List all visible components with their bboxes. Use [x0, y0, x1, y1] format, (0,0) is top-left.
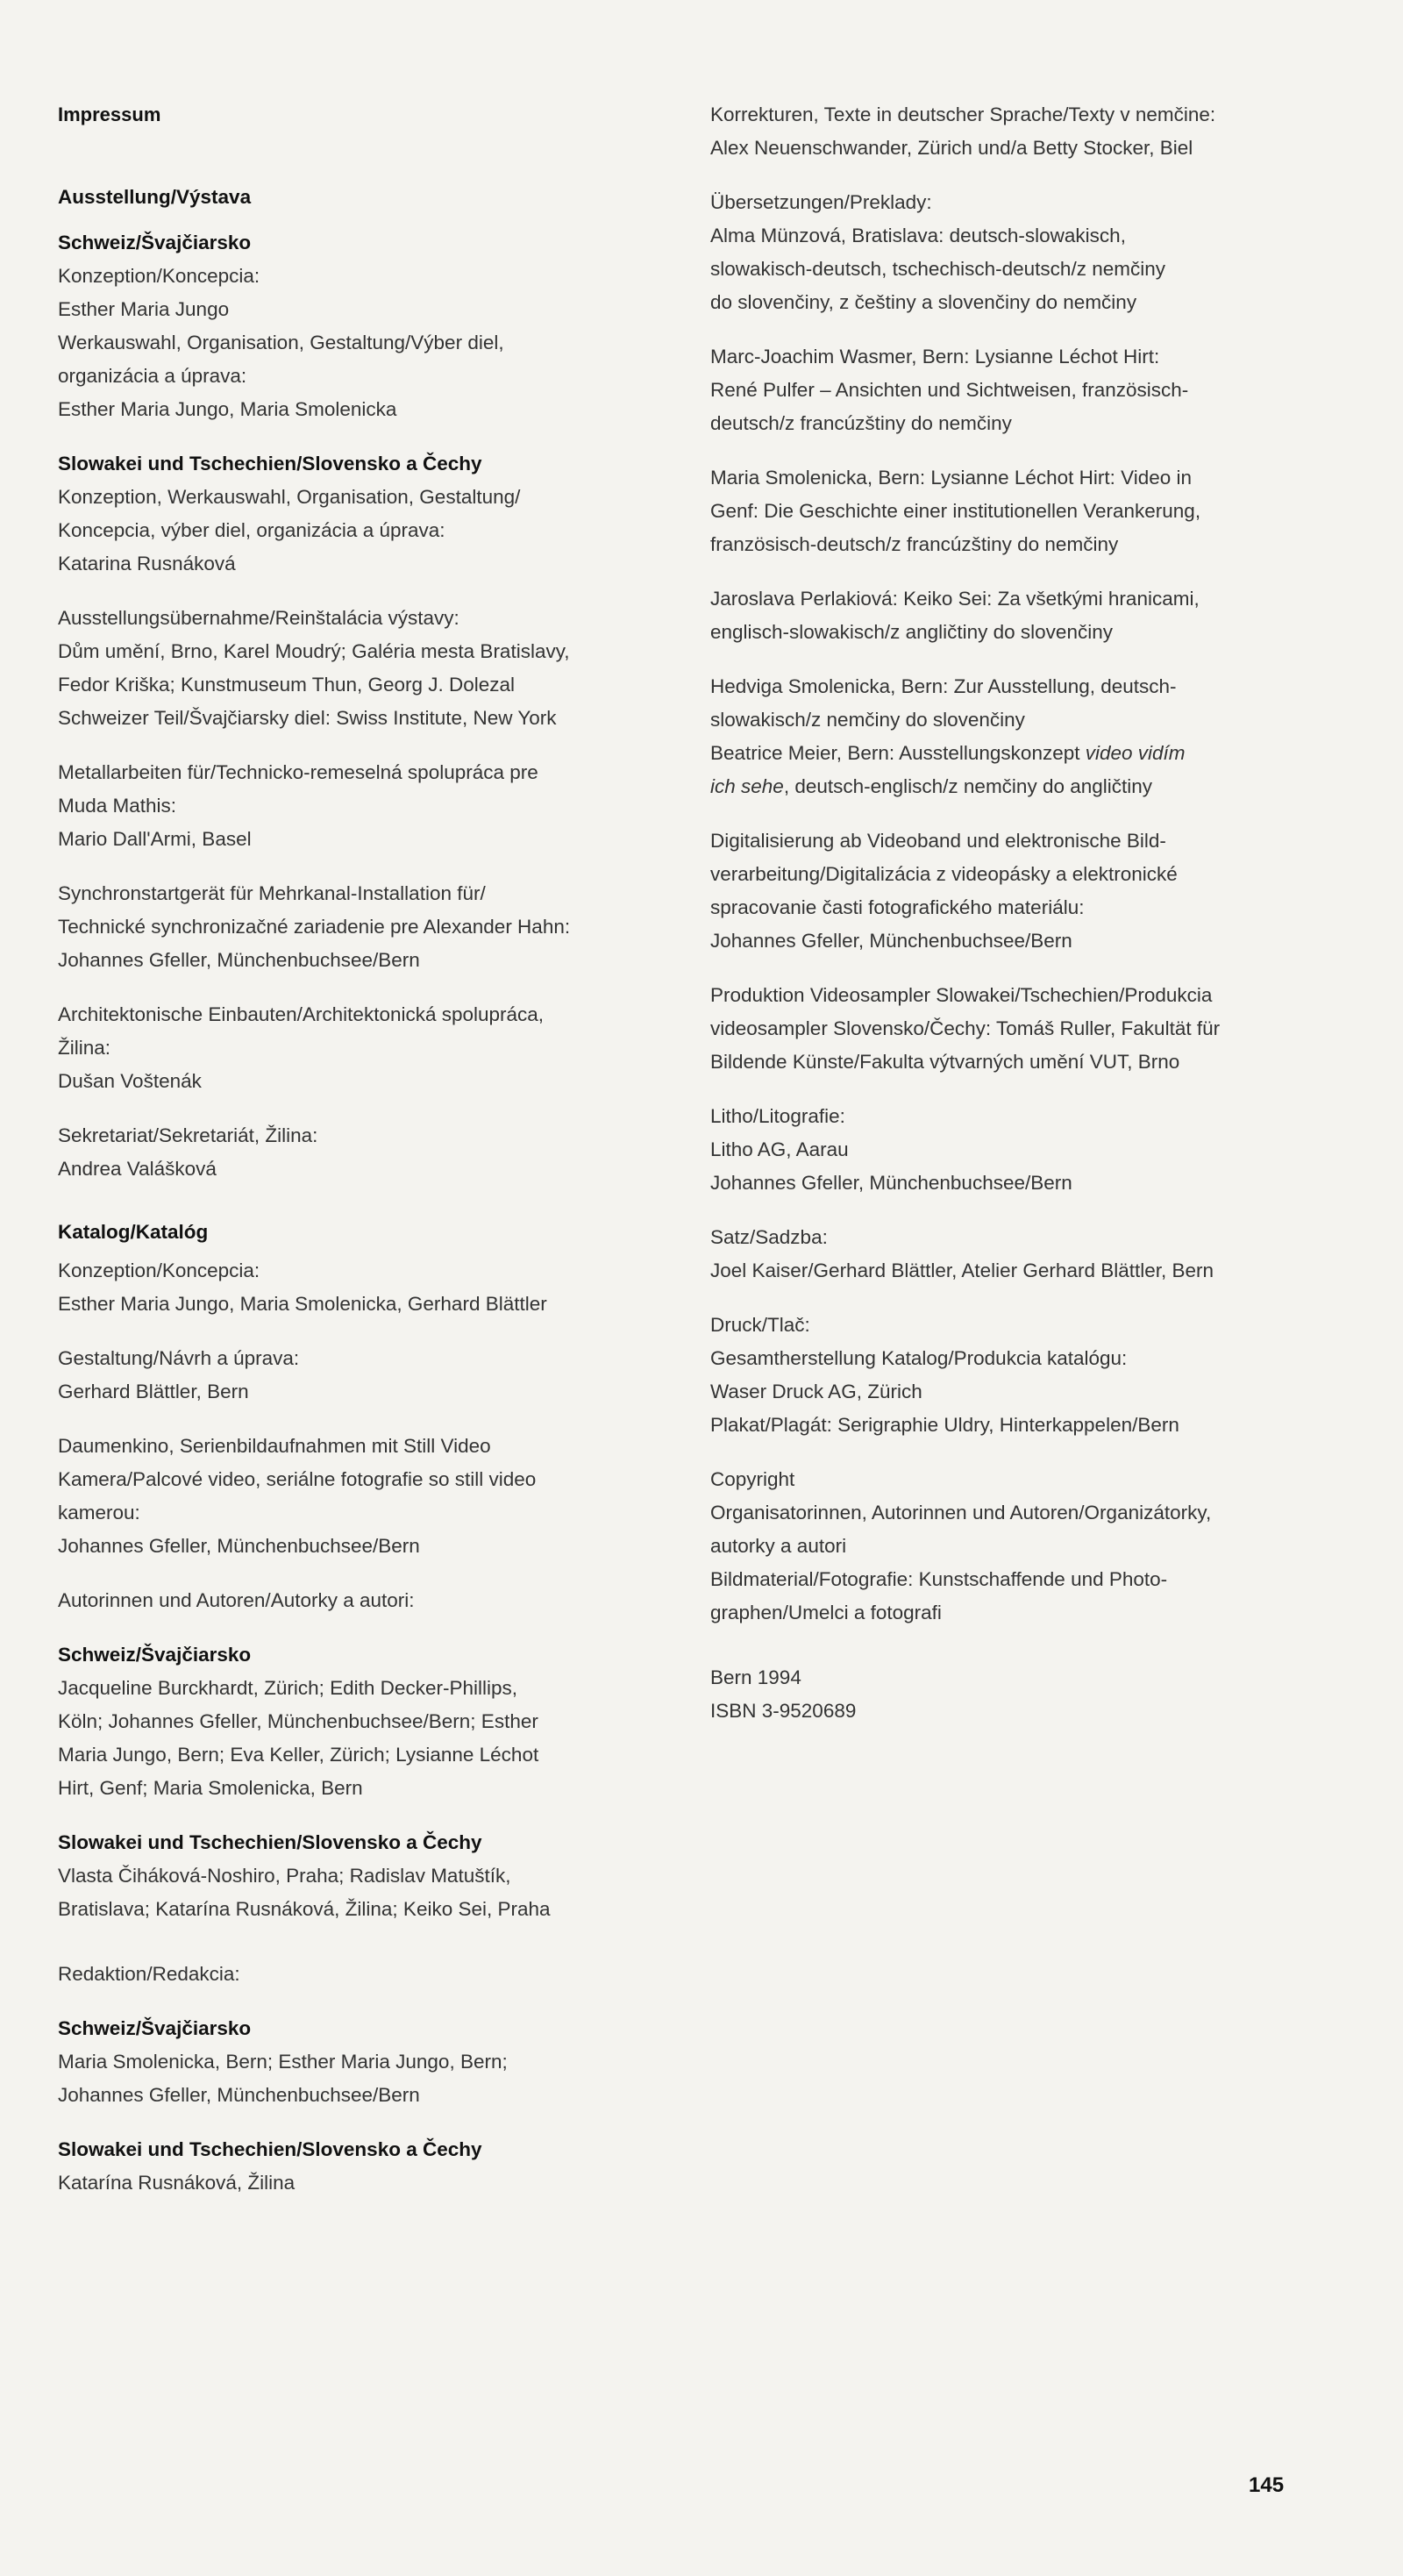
exhibition-swiss-line: Esther Maria Jungo: [58, 298, 230, 320]
editorial-swiss-line: Johannes Gfeller, Münchenbuchsee/Bern: [58, 2084, 420, 2106]
authors-swiss-heading: Schweiz/Švajčiarsko: [58, 1644, 252, 1666]
architecture-line: Žilina:: [58, 1037, 111, 1059]
takeover-line: Dům umění, Brno, Karel Moudrý; Galéria mesta Bratislavy,: [58, 640, 570, 662]
translation-line: do slovenčiny, z češtiny a slovenčiny do nemčiny: [710, 291, 1137, 313]
authors-slovakia-line: Bratislava; Katarína Rusnáková, Žilina; Keiko Sei, Praha: [58, 1898, 551, 1920]
printing-line: Plakat/Plagát: Serigraphie Uldry, Hinterkappelen/Bern: [710, 1414, 1179, 1436]
translation-line-beatrice: [710, 737, 1342, 770]
copyright-line: Copyright: [710, 1468, 795, 1490]
digitalization-line: spracovanie časti fotografického materiálu:: [710, 896, 1085, 918]
beatrice-suffix: , deutsch-englisch/z nemčiny do angličtiny: [783, 775, 1153, 797]
metal-line: Muda Mathis:: [58, 795, 177, 817]
exhibition-swiss-line: Esther Maria Jungo, Maria Smolenicka: [58, 398, 397, 420]
printing-line: Druck/Tlač:: [710, 1314, 810, 1336]
beatrice-prefix: Beatrice Meier, Bern: Ausstellungskonzept: [710, 742, 1086, 764]
catalogue-concept-line: Esther Maria Jungo, Maria Smolenicka, Gerhard Blättler: [58, 1293, 547, 1315]
authors-swiss-line: Köln; Johannes Gfeller, Münchenbuchsee/Bern; Esther: [58, 1710, 538, 1732]
translation-line: Marc-Joachim Wasmer, Bern: Lysianne Léchot Hirt:: [710, 346, 1160, 367]
printing-line: Waser Druck AG, Zürich: [710, 1381, 922, 1402]
editorial-slovakia-line: Katarína Rusnáková, Žilina: [58, 2172, 296, 2194]
secretariat-line: Andrea Valášková: [58, 1158, 217, 1180]
translation-line: französisch-deutsch/z francúzštiny do nemčiny: [710, 533, 1119, 555]
catalogue-design-line: Gestaltung/Návrh a úprava:: [58, 1347, 300, 1369]
exhibition-slovakia-line: Koncepcia, výber diel, organizácia a úprava:: [58, 519, 445, 541]
exhibition-slovakia-line: Konzeption, Werkauswahl, Organisation, Gestaltung/: [58, 486, 521, 508]
publication-line: Bern 1994: [710, 1666, 801, 1688]
left-column: [58, 98, 663, 2200]
copyright-line: autorky a autori: [710, 1535, 847, 1557]
sync-line: Synchronstartgerät für Mehrkanal-Installation für/: [58, 882, 486, 904]
authors-slovakia-line: Vlasta Čiháková-Noshiro, Praha; Radislav Matuštík,: [58, 1865, 511, 1887]
impressum-title: Impressum: [58, 103, 161, 125]
digitalization-line: Digitalisierung ab Videoband und elektronische Bild-: [710, 830, 1166, 852]
right-column: [710, 98, 1342, 1728]
copyright-line: Bildmaterial/Fotografie: Kunstschaffende und Photo-: [710, 1568, 1168, 1590]
production-line: Bildende Künste/Fakulta výtvarných umění VUT, Brno: [710, 1051, 1180, 1073]
thumbcinema-line: Johannes Gfeller, Münchenbuchsee/Bern: [58, 1535, 420, 1557]
translation-line: Maria Smolenicka, Bern: Lysianne Léchot Hirt: Video in: [710, 467, 1193, 489]
takeover-line: Schweizer Teil/Švajčiarsky diel: Swiss Institute, New York: [58, 707, 557, 729]
architecture-line: Architektonische Einbauten/Architektonická spolupráca,: [58, 1003, 545, 1025]
editorial-label: Redaktion/Redakcia:: [58, 1963, 240, 1985]
printing-line: Gesamtherstellung Katalog/Produkcia katalógu:: [710, 1347, 1128, 1369]
authors-swiss-line: Maria Jungo, Bern; Eva Keller, Zürich; Lysianne Léchot: [58, 1744, 539, 1766]
translation-line: slowakisch-deutsch, tschechisch-deutsch/z nemčiny: [710, 258, 1165, 280]
translation-line: Genf: Die Geschichte einer institutionellen Verankerung,: [710, 500, 1201, 522]
sync-line: Johannes Gfeller, Münchenbuchsee/Bern: [58, 949, 420, 971]
publication-line: ISBN 3-9520689: [710, 1700, 857, 1722]
digitalization-line: Johannes Gfeller, Münchenbuchsee/Bern: [710, 930, 1072, 952]
catalogue-heading: Katalog/Katalóg: [58, 1221, 209, 1243]
copyright-line: Organisatorinnen, Autorinnen und Autoren/Organizátorky,: [710, 1502, 1212, 1523]
metal-line: Metallarbeiten für/Technicko-remeselná spolupráca pre: [58, 761, 538, 783]
exhibition-slovakia-heading: Slowakei und Tschechien/Slovensko a Čechy: [58, 453, 482, 475]
translation-line: englisch-slowakisch/z angličtiny do slovenčiny: [710, 621, 1113, 643]
exhibition-heading: Ausstellung/Výstava: [58, 186, 252, 208]
exhibition-swiss-line: Werkauswahl, Organisation, Gestaltung/Výber diel,: [58, 332, 504, 353]
takeover-line: Ausstellungsübernahme/Reinštalácia výstavy:: [58, 607, 459, 629]
catalogue-concept-line: Konzeption/Koncepcia:: [58, 1259, 260, 1281]
thumbcinema-line: kamerou:: [58, 1502, 140, 1523]
translation-line: Hedviga Smolenicka, Bern: Zur Ausstellung, deutsch-: [710, 675, 1177, 697]
editorial-swiss-heading: Schweiz/Švajčiarsko: [58, 2017, 252, 2039]
page-number: 145: [1249, 2473, 1285, 2497]
authors-swiss-line: Jacqueline Burckhardt, Zürich; Edith Decker-Phillips,: [58, 1677, 517, 1699]
exhibition-swiss-heading: Schweiz/Švajčiarsko: [58, 232, 252, 253]
exhibition-slovakia-line: Katarina Rusnáková: [58, 553, 236, 574]
takeover-line: Fedor Kriška; Kunstmuseum Thun, Georg J. Dolezal: [58, 674, 516, 696]
metal-line: Mario Dall'Armi, Basel: [58, 828, 252, 850]
beatrice-italic-title: video vidím: [1085, 742, 1186, 764]
corrections-line: Alex Neuenschwander, Zürich und/a Betty Stocker, Biel: [710, 137, 1193, 159]
translation-line: slowakisch/z nemčiny do slovenčiny: [710, 709, 1025, 731]
translation-line: René Pulfer – Ansichten und Sichtweisen, französisch-: [710, 379, 1189, 401]
beatrice-italic-title: ich sehe: [710, 775, 784, 797]
typesetting-line: Joel Kaiser/Gerhard Blättler, Atelier Gerhard Blättler, Bern: [710, 1259, 1214, 1281]
production-line: Produktion Videosampler Slowakei/Tschechien/Produkcia: [710, 984, 1213, 1006]
litho-line: Johannes Gfeller, Münchenbuchsee/Bern: [710, 1172, 1072, 1194]
editorial-slovakia-heading: Slowakei und Tschechien/Slovensko a Čechy: [58, 2138, 482, 2160]
exhibition-swiss-line: organizácia a úprava:: [58, 365, 247, 387]
authors-label: Autorinnen und Autoren/Autorky a autori:: [58, 1589, 415, 1611]
exhibition-swiss-line: Konzeption/Koncepcia:: [58, 265, 260, 287]
corrections-line: Korrekturen, Texte in deutscher Sprache/Texty v nemčine:: [710, 103, 1216, 125]
translation-line: Alma Münzová, Bratislava: deutsch-slowakisch,: [710, 225, 1126, 246]
editorial-swiss-line: Maria Smolenicka, Bern; Esther Maria Jungo, Bern;: [58, 2051, 508, 2073]
typesetting-line: Satz/Sadzba:: [710, 1226, 828, 1248]
secretariat-line: Sekretariat/Sekretariát, Žilina:: [58, 1124, 318, 1146]
architecture-line: Dušan Voštenák: [58, 1070, 202, 1092]
copyright-line: graphen/Umelci a fotografi: [710, 1602, 942, 1623]
thumbcinema-line: Kamera/Palcové video, seriálne fotografie so still video: [58, 1468, 537, 1490]
production-line: videosampler Slovensko/Čechy: Tomáš Ruller, Fakultät für: [710, 1017, 1221, 1039]
translation-line-beatrice: [710, 770, 1342, 803]
catalogue-design-line: Gerhard Blättler, Bern: [58, 1381, 249, 1402]
authors-slovakia-heading: Slowakei und Tschechien/Slovensko a Čechy: [58, 1831, 482, 1853]
translation-line: deutsch/z francúzštiny do nemčiny: [710, 412, 1012, 434]
translations-label: Übersetzungen/Preklady:: [710, 191, 932, 213]
litho-line: Litho/Litografie:: [710, 1105, 845, 1127]
thumbcinema-line: Daumenkino, Serienbildaufnahmen mit Still Video: [58, 1435, 491, 1457]
digitalization-line: verarbeitung/Digitalizácia z videopásky a elektronické: [710, 863, 1178, 885]
translation-line: Jaroslava Perlakiová: Keiko Sei: Za všetkými hranicami,: [710, 588, 1200, 610]
sync-line: Technické synchronizačné zariadenie pre Alexander Hahn:: [58, 916, 571, 938]
authors-swiss-line: Hirt, Genf; Maria Smolenicka, Bern: [58, 1777, 363, 1799]
litho-line: Litho AG, Aarau: [710, 1138, 849, 1160]
